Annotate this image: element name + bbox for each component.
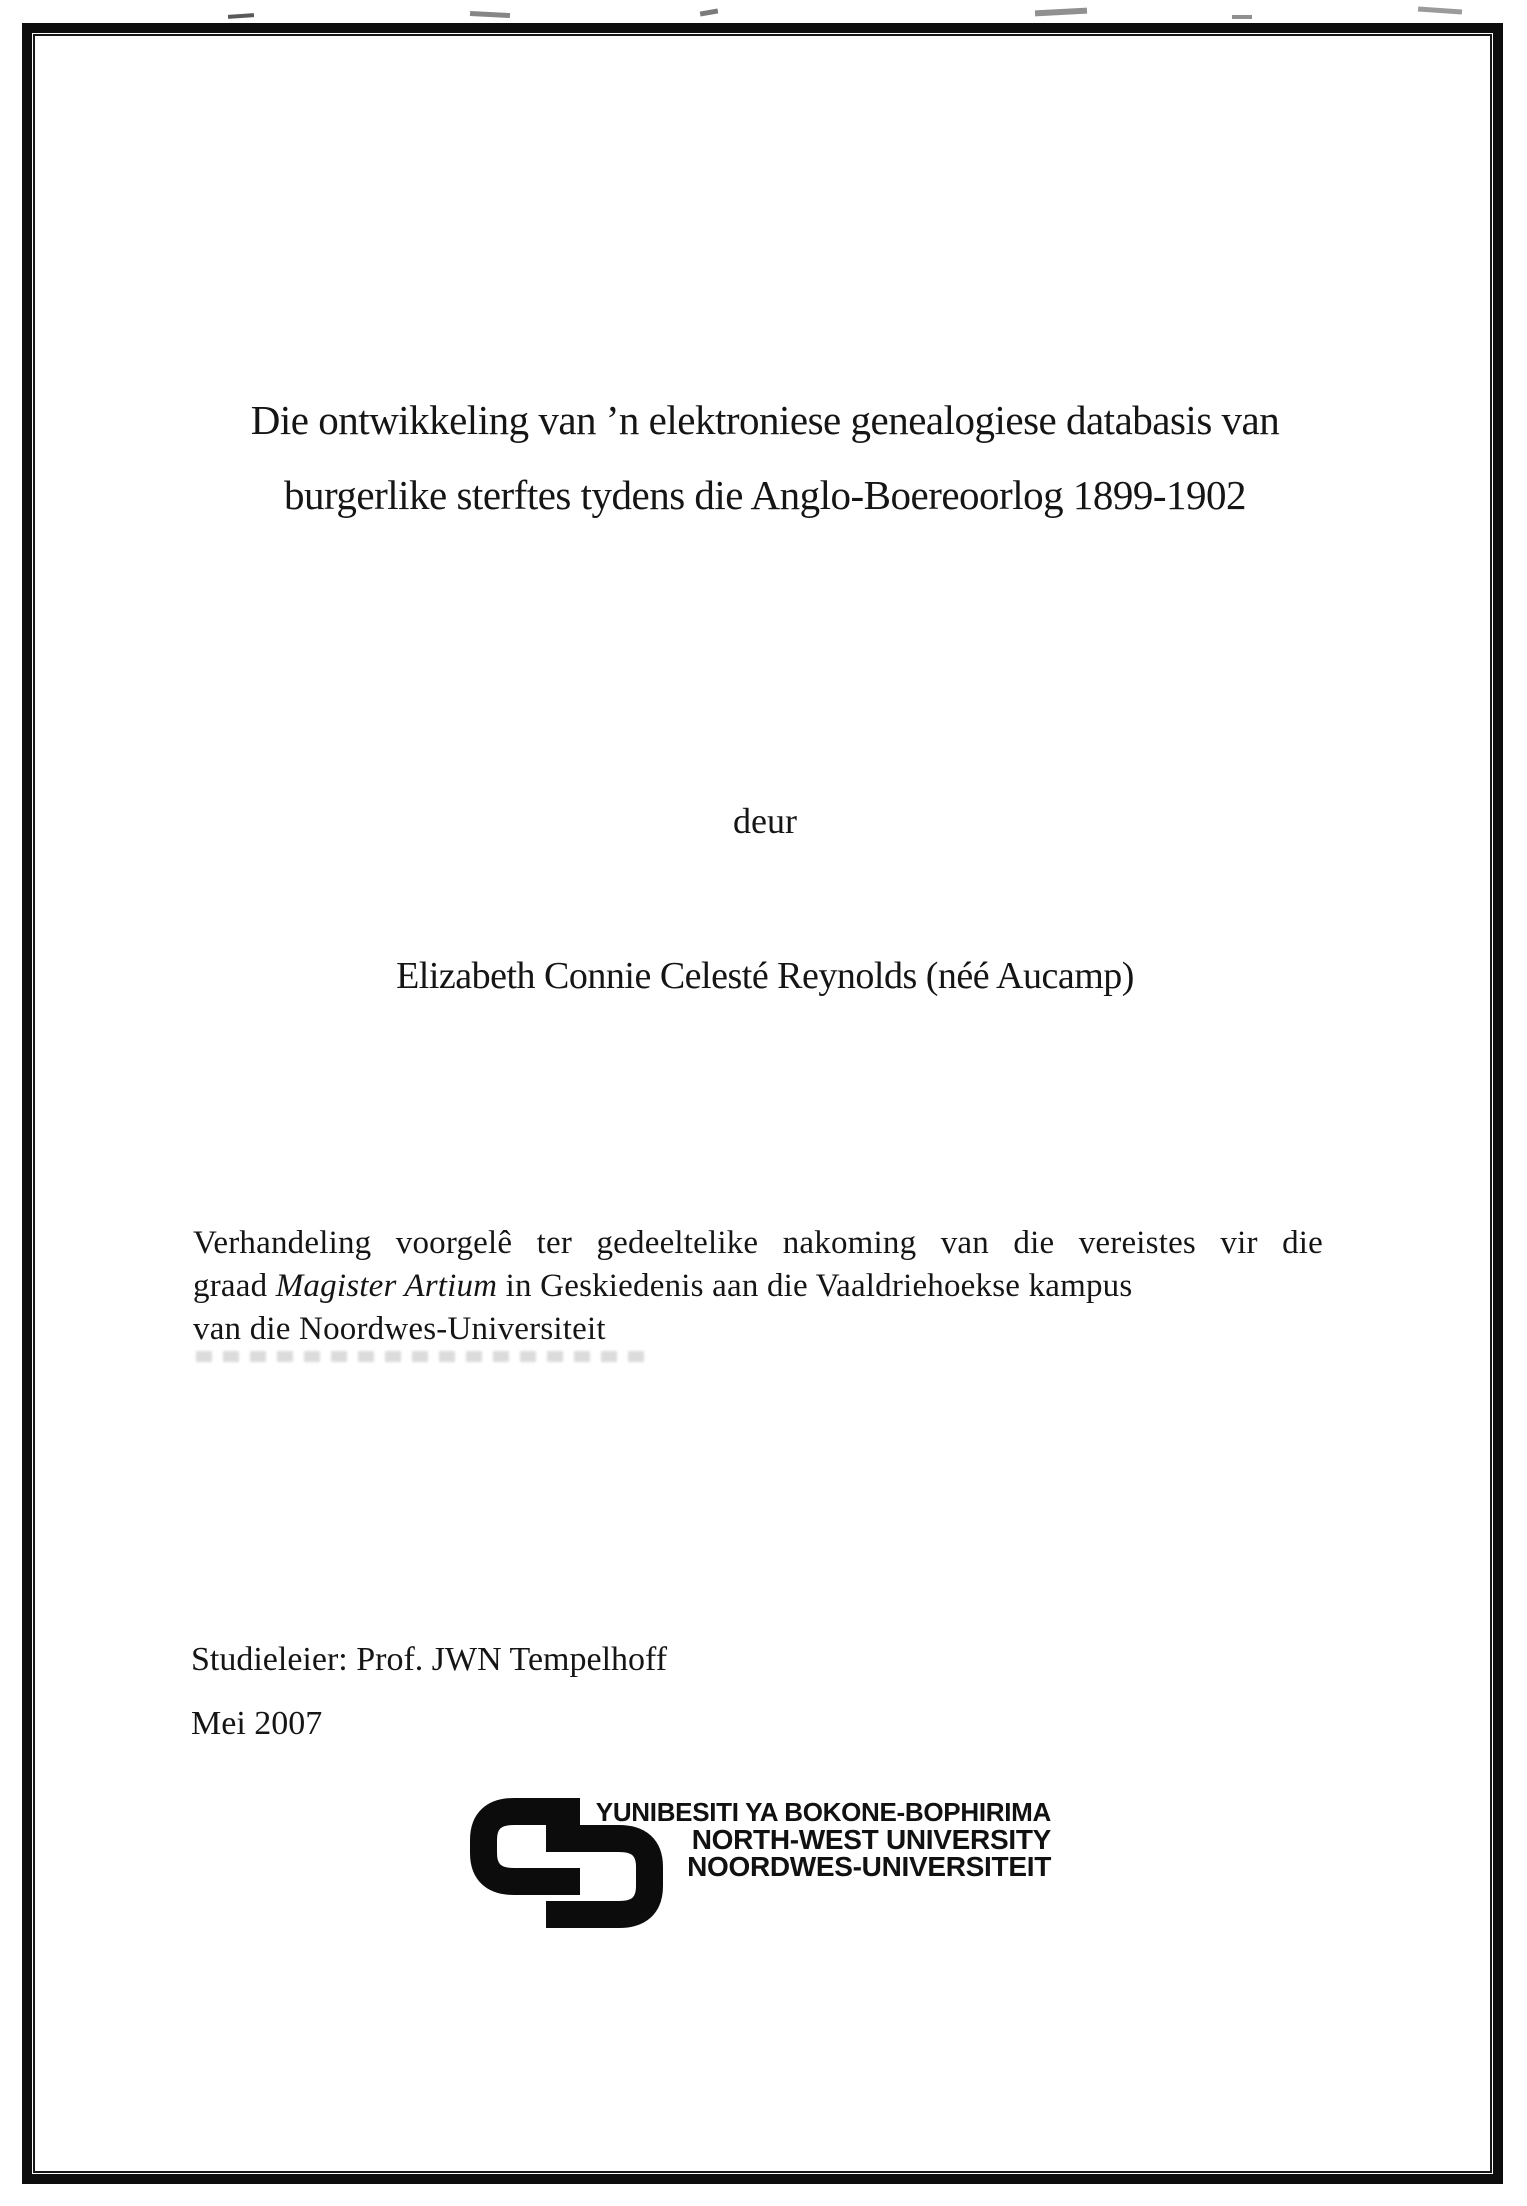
university-wordmark	[596, 1799, 1051, 1880]
degree-line-1: Verhandeling voorgelê ter gedeeltelike nakoming van die vereistes vir die	[193, 1225, 1323, 1261]
scan-speckle	[470, 11, 510, 18]
title-line-1: Die ontwikkeling van ’n elektroniese genealogiese databasis van	[250, 397, 1280, 443]
scan-speckle	[700, 8, 719, 16]
degree-statement	[193, 1222, 1323, 1351]
degree-line-3: van die Noordwes-Universiteit	[193, 1311, 606, 1347]
degree-line-2-pre: graad	[193, 1268, 276, 1304]
thesis-title	[190, 383, 1340, 533]
byline-deur: deur	[733, 801, 797, 841]
scan-bleed-artifact	[196, 1351, 648, 1362]
scan-speckle	[1418, 6, 1462, 14]
degree-line-2-post: in Geskiedenis aan die Vaaldriehoekse kampus	[497, 1268, 1133, 1304]
author-name: Elizabeth Connie Celesté Reynolds (néé Aucamp)	[396, 955, 1134, 997]
supervisor-line: Studieleier: Prof. JWN Tempelhoff	[191, 1641, 668, 1678]
date-line: Mei 2007	[191, 1705, 323, 1742]
scan-speckle	[228, 13, 254, 19]
degree-name-italic: Magister Artium	[275, 1268, 498, 1304]
wordmark-line-1: YUNIBESITI YA BOKONE-BOPHIRIMA	[595, 1797, 1051, 1827]
title-line-2: burgerlike sterftes tydens die Anglo-Boereoorlog 1899-1902	[283, 472, 1246, 518]
wordmark-line-2: NORTH-WEST UNIVERSITY	[691, 1824, 1051, 1855]
wordmark-line-3: NOORDWES-UNIVERSITEIT	[687, 1851, 1051, 1882]
scan-speckle	[1232, 15, 1252, 19]
scan-speckle	[1035, 8, 1087, 17]
degree-line-2	[193, 1265, 1323, 1308]
